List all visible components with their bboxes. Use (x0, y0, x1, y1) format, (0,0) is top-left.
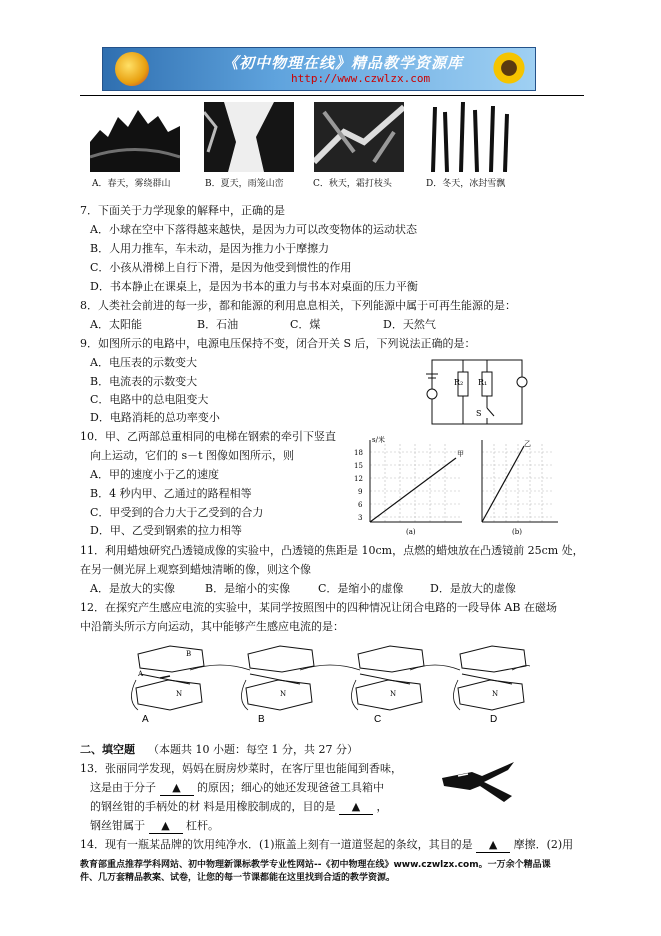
q14-text: 摩擦．(2)用 (513, 838, 574, 851)
magnet-n-label: N (280, 690, 287, 698)
magnet-n-label: N (176, 690, 183, 698)
question-13-line3 (90, 800, 388, 815)
header-banner (102, 47, 536, 91)
series-label: 甲 (457, 450, 464, 458)
question-13-line2 (90, 781, 384, 796)
y-tick: 3 (358, 514, 363, 522)
magnet-b-label: B (186, 650, 192, 658)
question-9: 9．如图所示的电路中，电源电压保持不变，闭合开关 S 后，下列说法正确的是： (80, 337, 476, 350)
question-10: 10．甲、乙两部总重相同的电梯在钢索的牵引下竖直 (80, 430, 336, 443)
photo-caption: C．秋天，霜打枝头 (313, 179, 392, 189)
photo-caption: B．夏天，雨笼山峦 (205, 179, 284, 189)
q13-text: 料是用橡胶制成的，目的是 (203, 800, 336, 813)
option-8c: C．煤 (290, 318, 321, 331)
section-heading: 二、填空题 (80, 743, 135, 756)
wire-a-label: A (138, 670, 144, 678)
r1-label: R₁ (478, 378, 488, 387)
q13-text: 这是由于分子 (90, 781, 156, 794)
pliers-image (438, 756, 518, 806)
graph-b-label: (b) (512, 528, 522, 536)
option-11a: A．是放大的实像 (90, 582, 175, 595)
circuit-diagram (418, 352, 530, 430)
question-12: 12．在探究产生感应电流的实验中，某同学按照图中的四种情况让闭合电路的一段导体 AB 在磁场 (80, 601, 558, 614)
sunflower-icon (491, 50, 527, 86)
photo-spring (90, 102, 180, 172)
series-label: 乙 (524, 440, 531, 448)
magnet-n-label: N (390, 690, 397, 698)
q13-text: 的钢丝钳的手柄处的材 (90, 800, 200, 813)
q13-text: ， (376, 800, 388, 813)
question-12-cont: 中沿箭头所示方向运动，其中能够产生感应电流的是： (80, 620, 344, 633)
option-7a: A．小球在空中下落得越来越快，是因为力可以改变物体的运动状态 (90, 223, 417, 236)
option-8d: D．天然气 (383, 318, 436, 331)
y-tick: 18 (354, 449, 363, 457)
photo-autumn (314, 102, 404, 172)
option-9c: C．电路中的总电阻变大 (90, 393, 209, 406)
option-10c: C．甲受到的合力大于乙受到的合力 (90, 506, 264, 519)
answer-blank: ▲ (160, 781, 194, 796)
y-tick: 12 (354, 475, 363, 483)
option-9b: B．电流表的示数变大 (90, 375, 198, 388)
footer-line: 件、几万套精品教案、试卷，让您的每一节课都能在这里找到合适的教学资源。 (80, 873, 396, 883)
option-10b: B．4 秒内甲、乙通过的路程相等 (90, 487, 252, 500)
answer-blank: ▲ (339, 800, 373, 815)
option-10d: D．甲、乙受到钢索的拉力相等 (90, 524, 242, 537)
option-11b: B．是缩小的实像 (205, 582, 291, 595)
figure-label: B (258, 714, 265, 725)
photo-summer (204, 102, 294, 172)
graph-a-label: (a) (406, 528, 416, 536)
switch-label: S (476, 409, 482, 418)
section-subheading: （本题共 10 小题：每空 1 分，共 27 分） (148, 743, 358, 756)
banner-url: http://www.czwlzx.com (291, 72, 431, 85)
photo-caption: D．冬天，冰封雪飘 (426, 179, 506, 189)
option-9d: D．电路消耗的总功率变小 (90, 411, 220, 424)
figure-label: A (142, 714, 149, 725)
footer-line: 教育部重点推荐学科网站、初中物理新课标教学专业性网站--《初中物理在线》www.czwlzx.com。一万余个精品课 (80, 860, 551, 870)
answer-blank: ▲ (149, 819, 183, 834)
graph-ylabel: s/米 (372, 436, 385, 444)
question-7: 7．下面关于力学现象的解释中，正确的是 (80, 204, 285, 217)
question-13-line4 (90, 819, 219, 834)
option-9a: A．电压表的示数变大 (90, 356, 197, 369)
option-11d: D．是放大的虚像 (430, 582, 516, 595)
banner-title: 《初中物理在线》精品教学资源库 (223, 54, 464, 72)
question-11: 11．利用蜡烛研究凸透镜成像的实验中，凸透镜的焦距是 10cm，点燃的蜡烛放在凸透镜前 25cm 处， (80, 544, 584, 557)
page-footer (80, 859, 590, 885)
q13-text: 杠杆。 (186, 819, 219, 832)
y-tick: 6 (358, 501, 363, 509)
logo-icon (115, 52, 149, 86)
option-7d: D．书本静止在课桌上，是因为书本的重力与书本对桌面的压力平衡 (90, 280, 418, 293)
question-10-cont: 向上运动，它们的 s－t 图像如图所示，则 (90, 449, 295, 462)
question-14 (80, 838, 573, 853)
option-8a: A．太阳能 (90, 318, 142, 331)
q13-text: 的原因；细心的她还发现爸爸工具箱中 (197, 781, 384, 794)
q14-text: 14．现有一瓶某品牌的饮用纯净水．(1)瓶盖上刻有一道道竖起的条纹，其目的是 (80, 838, 473, 851)
induction-figures (130, 640, 530, 726)
question-13: 13．张丽同学发现，妈妈在厨房炒菜时，在客厅里也能闻到香味， (80, 762, 402, 775)
magnet-n-label: N (492, 690, 499, 698)
q13-text: 钢丝钳属于 (90, 819, 145, 832)
option-11c: C．是缩小的虚像 (318, 582, 404, 595)
st-graph (352, 434, 566, 538)
figure-label: D (490, 714, 498, 725)
answer-blank: ▲ (476, 838, 510, 853)
option-7c: C．小孩从滑梯上自行下滑，是因为他受到惯性的作用 (90, 261, 352, 274)
r2-label: R₂ (454, 378, 464, 387)
y-tick: 15 (354, 462, 363, 470)
question-8: 8．人类社会前进的每一步，都和能源的利用息息相关，下列能源中属于可再生能源的是： (80, 299, 516, 312)
photo-caption: A．春天，雾绕群山 (92, 179, 171, 189)
option-7b: B．人用力推车，车未动，是因为推力小于摩擦力 (90, 242, 330, 255)
question-11-cont: 在另一侧光屏上观察到蜡烛清晰的像，则这个像 (80, 563, 311, 576)
photo-winter (425, 102, 515, 172)
header-divider (80, 95, 584, 96)
y-tick: 9 (358, 488, 363, 496)
option-10a: A．甲的速度小于乙的速度 (90, 468, 219, 481)
figure-label: C (374, 714, 382, 725)
option-8b: B．石油 (197, 318, 239, 331)
